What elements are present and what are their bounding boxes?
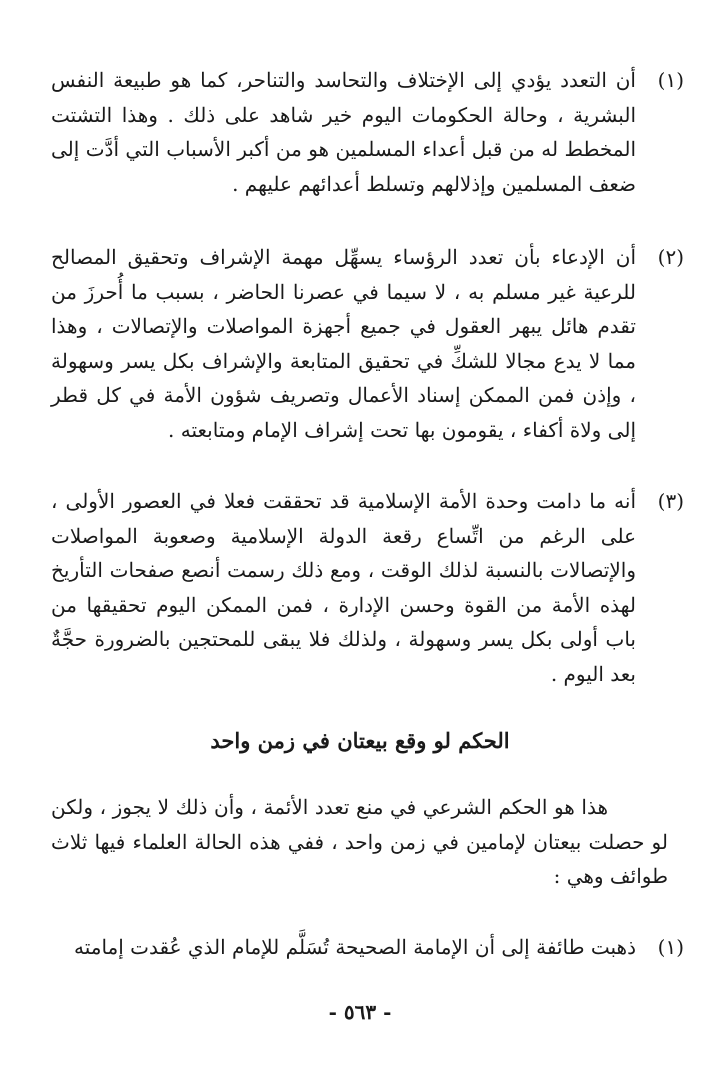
item-number: (٣) — [657, 489, 684, 513]
page-number: - ٥٦٣ - — [328, 1000, 392, 1024]
section-heading: الحكم لو وقع بيعتان في زمن واحد — [210, 728, 510, 753]
item-number: (١) — [657, 68, 684, 92]
item-text: ذهبت طائفة إلى أن الإمامة الصحيحة تُسَلَّم للإمام الذي عُقدت إمامته — [73, 935, 636, 959]
item-number: (٢) — [657, 245, 684, 269]
item-number: (١) — [657, 935, 684, 959]
item-text: أنه ما دامت وحدة الأمة الإسلامية قد تحققت فعلا في العصور الأولى ، على الرغم من اتِّساع رقعة الدولة الإسلامية وصعوبة المواصلات والإتصالات بالنسبة لذلك الوقت ، ومع ذلك رسمت أنصع صفحات التأريخ لهذه الأمة من القوة وحسن الإدارة ، فمن الممكن اليوم تحقيقها من باب أولى بكل يسر وسهولة ، ولذلك فلا يبقى للمحتجين بالضرورة حجَّةٌ بعد اليوم . — [51, 489, 636, 686]
body-paragraph: هذا هو الحكم الشرعي في منع تعدد الأئمة ، وأن ذلك لا يجوز ، ولكن لو حصلت بيعتان لإمامين في زمن واحد ، ففي هذه الحالة العلماء فيها ثلاث طوائف وهي : — [51, 795, 668, 888]
item-text: أن التعدد يؤدي إلى الإختلاف والتحاسد والتناحر، كما هو طبيعة النفس البشرية ، وحالة الحكومات اليوم خير شاهد على ذلك . وهذا التشتت المخطط له من قبل أعداء المسلمين هو من أكبر الأسباب التي أدَّت إلى ضعف المسلمين وإذلالهم وتسلط أعدائهم عليهم . — [51, 68, 636, 196]
item-text: أن الإدعاء بأن تعدد الرؤساء يسهِّل مهمة الإشراف وتحقيق المصالح للرعية غير مسلم به ، لا سيما في عصرنا الحاضر ، بسبب ما أُحرزَ من تقدم هائل يبهر العقول في جميع أجهزة المواصلات والإتصالات ، وهذا مما لا يدع مجالا للشكِّ في تحقيق المتابعة والإشراف بكل يسر وسهولة ، وإذن فمن الممكن إسناد الأعمال وتصريف شؤون الأمة في كل قطر إلى ولاة أكفاء ، يقومون بها تحت إشراف الإمام ومتابعته . — [51, 245, 636, 442]
